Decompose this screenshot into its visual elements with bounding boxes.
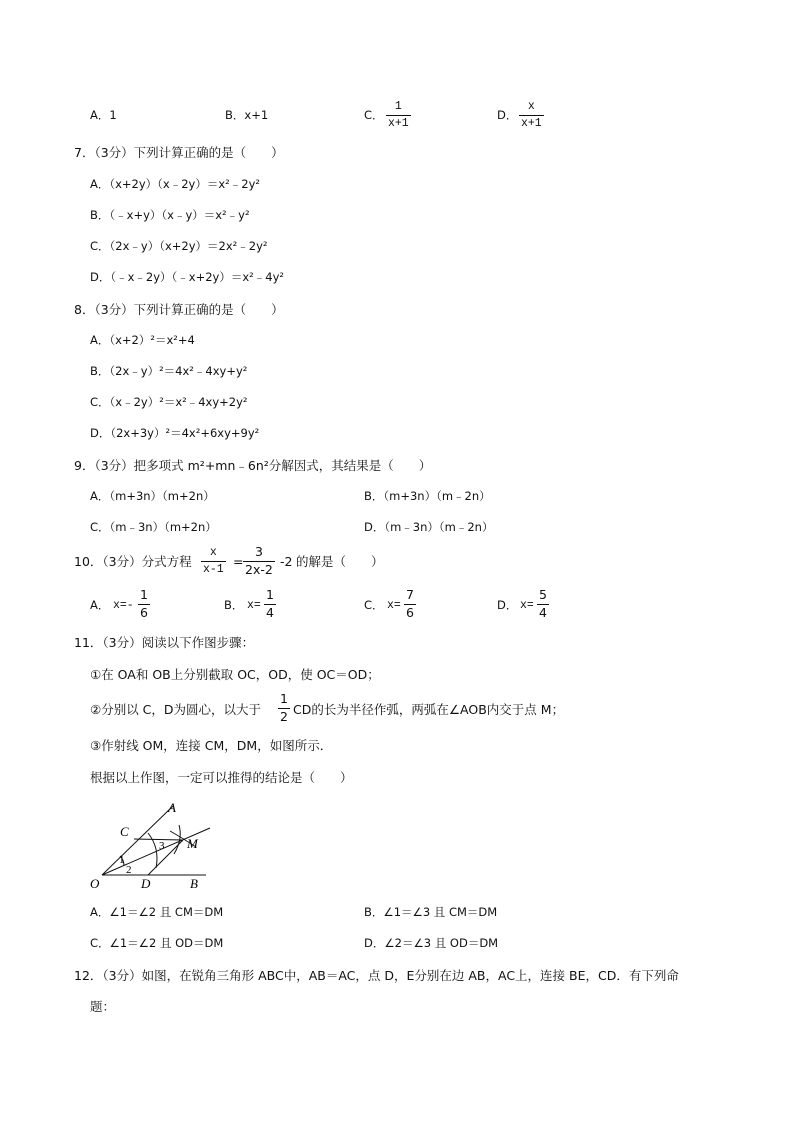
label-o: O	[90, 876, 100, 891]
fraction-denominator: x+1	[388, 116, 409, 130]
question-11-option-a: A．∠1＝∠2 且 CM＝DM	[90, 905, 224, 919]
fraction-denominator: x-1	[203, 562, 224, 576]
question-10-equals: =	[233, 554, 244, 569]
question-10-option-c-fraction	[404, 589, 416, 619]
question-7-option-c: C．（2x﹣y）（x+2y）＝2x²﹣2y²	[90, 239, 268, 253]
fraction-numerator: 1	[394, 100, 402, 113]
arc-radius-od	[148, 833, 157, 868]
question-10-option-d-fraction	[537, 589, 549, 619]
question-10-option-b-fraction	[264, 589, 276, 619]
question-11-stem: 11．（3分）阅读以下作图步骤：	[74, 635, 255, 650]
prev-option-b: B．x+1	[225, 108, 269, 122]
question-8-option-d: D．（2x+3y）²＝4x²+6xy+9y²	[90, 426, 260, 440]
question-11-figure	[86, 800, 216, 892]
question-9-option-c: C．（m﹣3n）（m+2n）	[90, 520, 217, 534]
question-11-step-2-fraction	[278, 693, 290, 723]
fraction-numerator: 5	[539, 587, 547, 602]
question-10-stem-end: 的解是（ ）	[296, 554, 384, 569]
label-angle-3: 3	[159, 840, 165, 852]
fraction-numerator: x	[209, 546, 217, 559]
question-11-step-1: ①在 OA和 OB上分别截取 OC，OD，使 OC＝OD；	[90, 667, 380, 682]
fraction-numerator: x	[527, 100, 535, 113]
prev-option-d-fraction	[519, 101, 544, 129]
question-10-option-b-prefix: x=	[247, 599, 261, 612]
question-10-option-a-label: A．	[90, 598, 110, 612]
question-10-fraction-left	[201, 547, 226, 575]
question-8-option-b: B．（2x﹣y）²＝4x²﹣4xy+y²	[90, 364, 248, 378]
question-10-option-d-prefix: x=	[520, 599, 534, 612]
question-7-stem: 7．（3分）下列计算正确的是（ ）	[74, 145, 284, 160]
question-9-option-d: D．（m﹣3n）（m﹣2n）	[364, 520, 494, 534]
prev-option-c-label: C．	[364, 108, 384, 122]
question-11-step-2-end: CD的长为半径作弧，两弧在∠AOB内交于点 M；	[293, 702, 565, 717]
fraction-denominator: 2	[280, 708, 288, 724]
label-a: A	[168, 800, 176, 815]
prev-option-c-fraction	[386, 101, 411, 129]
label-angle-1: 1	[119, 854, 125, 866]
label-m: M	[187, 836, 198, 851]
question-10-option-d-label: D．	[497, 598, 518, 612]
question-9-option-a: A．（m+3n）（m+2n）	[90, 489, 215, 503]
label-d: D	[141, 876, 151, 891]
question-11-step-2-start: ②分别以 C，D为圆心，以大于	[90, 702, 262, 717]
question-10-stem-start: 10．（3分）分式方程	[74, 554, 192, 569]
question-12-stem-line-1: 12．（3分）如图，在锐角三角形 ABC中，AB＝AC，点 D，E分别在边 AB，AC上，连接 BE，CD．有下列命	[74, 968, 679, 983]
fraction-numerator: 3	[254, 544, 263, 559]
question-11-step-3: ③作射线 OM，连接 CM，DM，如图所示．	[90, 738, 333, 753]
fraction-numerator: 7	[406, 587, 414, 602]
fraction-numerator: 1	[266, 587, 274, 602]
label-c: C	[120, 824, 129, 839]
question-10-option-b-label: B．	[224, 598, 244, 612]
question-10-fraction-right	[243, 546, 275, 576]
question-8-option-a: A．（x+2）²＝x²+4	[90, 333, 195, 347]
question-10-option-a-prefix: x=-	[113, 599, 134, 612]
question-11-option-b: B．∠1＝∠3 且 CM＝DM	[364, 905, 498, 919]
fraction-denominator: 4	[266, 604, 274, 620]
prev-option-a: A．1	[90, 108, 117, 122]
fraction-numerator: 1	[280, 691, 288, 706]
question-11-option-d: D．∠2＝∠3 且 OD＝DM	[364, 936, 499, 950]
question-10-minus-two: -2	[280, 554, 293, 569]
fraction-numerator: 1	[140, 587, 148, 602]
question-11-question: 根据以上作图，一定可以推得的结论是（ ）	[90, 770, 353, 785]
question-7-option-b: B．（﹣x+y）（x﹣y）＝x²﹣y²	[90, 208, 250, 222]
label-angle-2: 2	[126, 864, 132, 876]
question-7-option-a: A．（x+2y）（x﹣2y）＝x²﹣2y²	[90, 177, 261, 191]
fraction-denominator: 4	[539, 604, 547, 620]
question-10-option-c-prefix: x=	[387, 599, 401, 612]
question-12-stem-line-2: 题：	[90, 999, 116, 1014]
prev-option-d-label: D．	[497, 108, 518, 122]
question-8-option-c: C．（x﹣2y）²＝x²﹣4xy+2y²	[90, 395, 248, 409]
question-9-stem: 9．（3分）把多项式 m²+mn﹣6n²分解因式，其结果是（ ）	[74, 458, 432, 473]
fraction-denominator: 6	[140, 604, 148, 620]
question-10-option-a-fraction	[138, 589, 150, 619]
question-7-option-d: D．（﹣x﹣2y）（﹣x+2y）＝x²﹣4y²	[90, 270, 284, 284]
fraction-denominator: x+1	[521, 116, 542, 130]
question-11-option-c: C．∠1＝∠2 且 OD＝DM	[90, 936, 224, 950]
fraction-denominator: 2x-2	[245, 561, 273, 577]
question-9-option-b: B．（m+3n）（m﹣2n）	[364, 489, 491, 503]
label-b: B	[190, 876, 198, 891]
question-8-stem: 8．（3分）下列计算正确的是（ ）	[74, 302, 284, 317]
question-10-option-c-label: C．	[364, 598, 384, 612]
fraction-denominator: 6	[406, 604, 414, 620]
